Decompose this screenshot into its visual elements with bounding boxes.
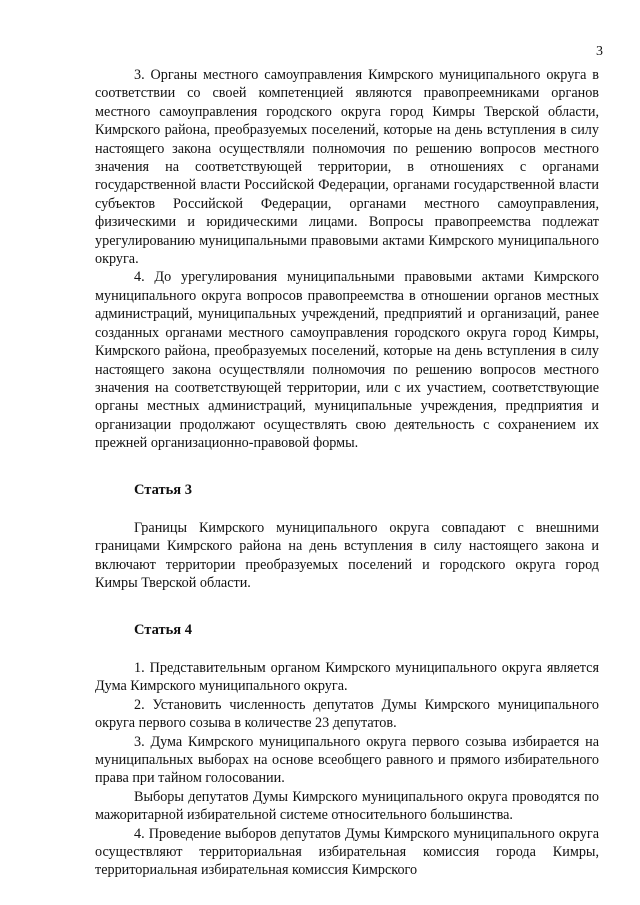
page-number: 3: [596, 44, 603, 59]
spacer: [95, 639, 599, 659]
spacer: [95, 593, 599, 621]
spacer: [95, 453, 599, 481]
paragraph-article3-boundaries: Границы Кимрского муниципального округа совпадают с внешними границами Кимрского района на день вступления в силу настоящего закона и включают территории преобразуемых поселений и городского округа город Кимры Тверской области.: [95, 519, 599, 592]
article-3-heading: Статья 3: [134, 481, 192, 498]
paragraph-article4-part2: 2. Установить численность депутатов Думы Кимрского муниципального округа первого созыва в количестве 23 депутатов.: [95, 696, 599, 732]
document-body: [95, 66, 599, 880]
article-4-heading: Статья 4: [134, 621, 192, 638]
paragraph-article4-part1: 1. Представительным органом Кимрского муниципального округа является Дума Кимрского муниципального округа.: [95, 659, 599, 695]
spacer: [95, 499, 599, 519]
paragraph-article2-part4: 4. До урегулирования муниципальными правовыми актами Кимрского муниципального округа вопросов правопреемства в отношении органов местных администраций, муниципальных учреждений, предприятий и организаций, ранее созданных органами местного самоуправления городского округа город Кимры, Кимрского района, преобразуемых поселений, которые на день вступления в силу настоящего закона осуществляли полномочия по решению вопросов местного значения на соответствующей территории, или с их участием, соответствующие органы местных администраций, муниципальные учреждения, предприятия и организации продолжают осуществлять свою деятельность с сохранением их прежней организационно-правовой формы.: [95, 269, 599, 452]
paragraph-article4-elections: Выборы депутатов Думы Кимрского муниципального округа проводятся по мажоритарной избирательной системе относительного большинства.: [95, 788, 599, 824]
paragraph-article4-part4: 4. Проведение выборов депутатов Думы Кимрского муниципального округа осуществляют территориальная избирательная комиссия города Кимры, территориальная избирательная комиссия Кимрского: [95, 825, 599, 879]
paragraph-article4-part3: 3. Дума Кимрского муниципального округа первого созыва избирается на муниципальных выборах на основе всеобщего равного и прямого избирательного права при тайном голосовании.: [95, 733, 599, 787]
paragraph-article2-part3: 3. Органы местного самоуправления Кимрского муниципального округа в соответствии со своей компетенцией являются правопреемниками органов местного самоуправления городского округа город Кимры Тверской области, Кимрского района, преобразуемых поселений, которые на день вступления в силу настоящего закона осуществляли полномочия по решению вопросов местного значения на соответствующей территории, в отношениях с органами государственной власти Российской Федерации, органами государственной власти субъектов Российской Федерации, органами местного самоуправления, физическими и юридическими лицами. Вопросы правопреемства подлежат урегулированию муниципальными правовыми актами Кимрского муниципального округа.: [95, 67, 599, 268]
